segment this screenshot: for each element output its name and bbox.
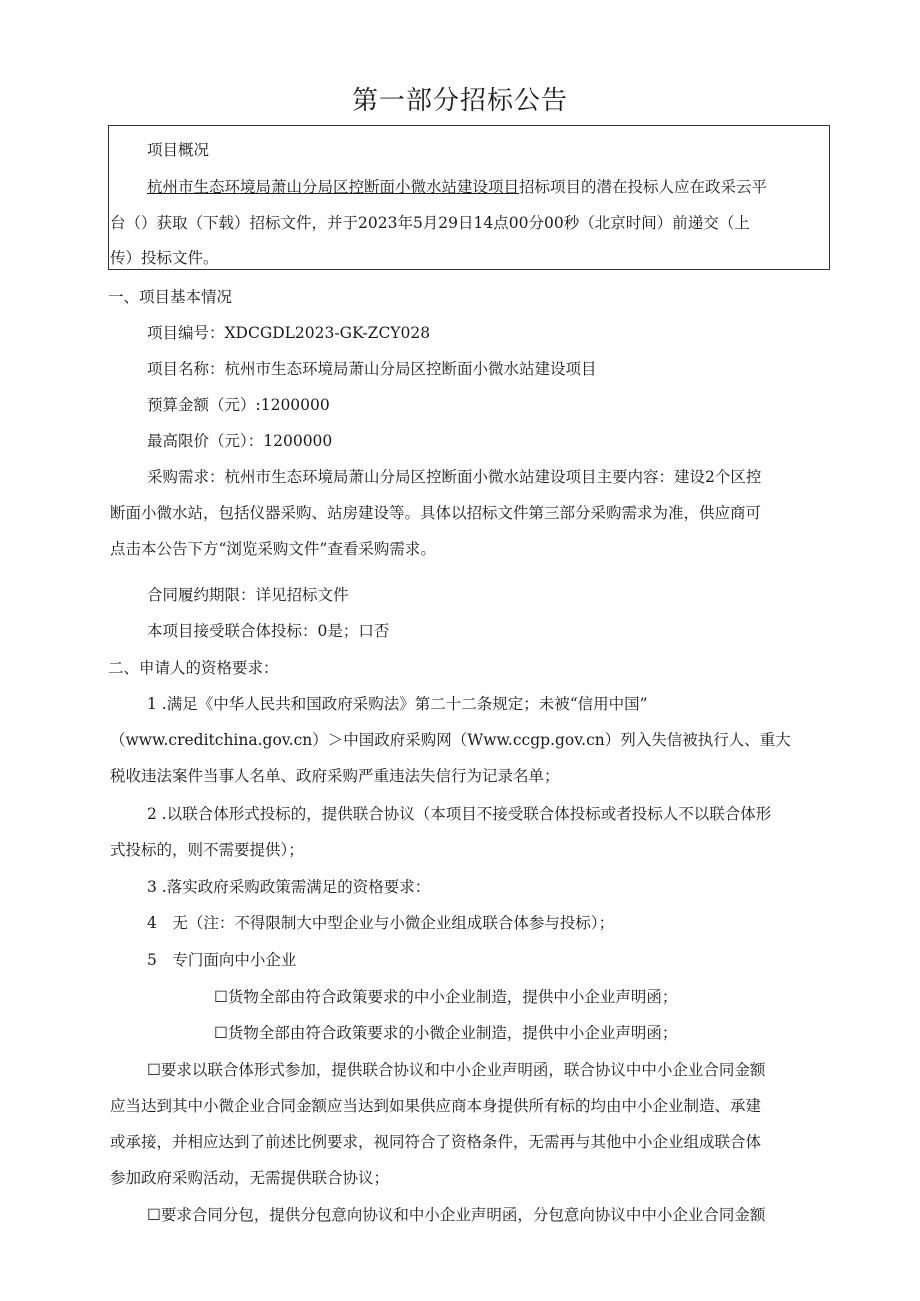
qualification-3: 3 .落实政府采购政策需满足的资格要求： <box>147 878 431 896</box>
qualification-2-line-2: 式投标的，则不需要提供）； <box>110 841 304 859</box>
qualification-1-line-1: 1 .满足《中华人民共和国政府采购法》第二十二条规定；未被“信用中国” <box>147 695 648 713</box>
project-title-link[interactable]: 杭州市生态环境局萧山分局区控断面小微水站建设项目 <box>147 178 520 196</box>
overview-line-1 <box>147 177 825 197</box>
consortium-accepted: 本项目接受联合体投标：0是；口否 <box>147 622 390 640</box>
requirement-line-1: 采购需求：杭州市生态环境局萧山分局区控断面小微水站建设项目主要内容：建设2个区控 <box>147 468 762 486</box>
overview-heading: 项目概况 <box>147 141 210 159</box>
overview-line-1-rest: 招标项目的潜在投标人应在政采云平 <box>519 178 768 196</box>
overview-line-2: 台（）获取（下载）招标文件，并于2023年5月29日14点00分00秒（北京时间）前递交（上 <box>110 214 750 232</box>
project-number: 项目编号：XDCGDL2023-GK-ZCY028 <box>147 324 431 342</box>
qualification-5: 5 专门面向中小企业 <box>147 951 297 969</box>
qualification-4: 4 无（注：不得限制大中型企业与小微企业组成联合体参与投标）； <box>147 914 615 932</box>
budget-amount: 预算金额（元）:1200000 <box>147 396 330 414</box>
contract-period: 合同履约期限：详见招标文件 <box>147 586 349 604</box>
sme-option-3-line-4: 参加政府采购活动，无需提供联合协议； <box>110 1169 390 1187</box>
section-2-heading: 二、申请人的资格要求： <box>108 659 279 677</box>
qualification-1-line-3: 税收违法案件当事人名单、政府采购严重违法失信行为记录名单； <box>110 767 560 785</box>
max-price: 最高限价（元）：1200000 <box>147 432 333 450</box>
sme-option-3-line-2: 应当达到其中小微企业合同金额应当达到如果供应商本身提供所有标的均由中小企业制造、承建 <box>110 1097 762 1115</box>
sme-option-3-line-3: 或承接，并相应达到了前述比例要求，视同符合了资格条件，无需再与其他中小企业组成联合体 <box>110 1133 762 1151</box>
sme-option-3-line-1: ☐要求以联合体形式参加，提供联合协议和中小企业声明函，联合协议中中小企业合同金额 <box>147 1061 766 1079</box>
qualification-2-line-1: 2 .以联合体形式投标的，提供联合协议（本项目不接受联合体投标或者投标人不以联合体形 <box>147 805 772 823</box>
sme-option-1: ☐货物全部由符合政策要求的中小企业制造，提供中小企业声明函； <box>214 988 678 1006</box>
requirement-line-3: 点击本公告下方“浏览采购文件”查看采购需求。 <box>110 540 436 558</box>
overview-line-3: 传）投标文件。 <box>110 249 219 267</box>
requirement-line-2: 断面小微水站，包括仪器采购、站房建设等。具体以招标文件第三部分采购需求为准，供应商可 <box>110 504 762 522</box>
section-1-heading: 一、项目基本情况 <box>108 288 233 306</box>
project-name: 项目名称：杭州市生态环境局萧山分局区控断面小微水站建设项目 <box>147 360 597 378</box>
sme-option-4-line-1: ☐要求合同分包，提供分包意向协议和中小企业声明函，分包意向协议中中小企业合同金额 <box>147 1206 766 1224</box>
page-title: 第一部分招标公告 <box>351 86 568 116</box>
qualification-1-line-2: （www.creditchina.gov.cn）＞中国政府采购网（Www.ccgp.gov.cn）列入失信被执行人、重大 <box>110 731 791 749</box>
sme-option-2: ☐货物全部由符合政策要求的小微企业制造，提供中小企业声明函； <box>214 1024 678 1042</box>
